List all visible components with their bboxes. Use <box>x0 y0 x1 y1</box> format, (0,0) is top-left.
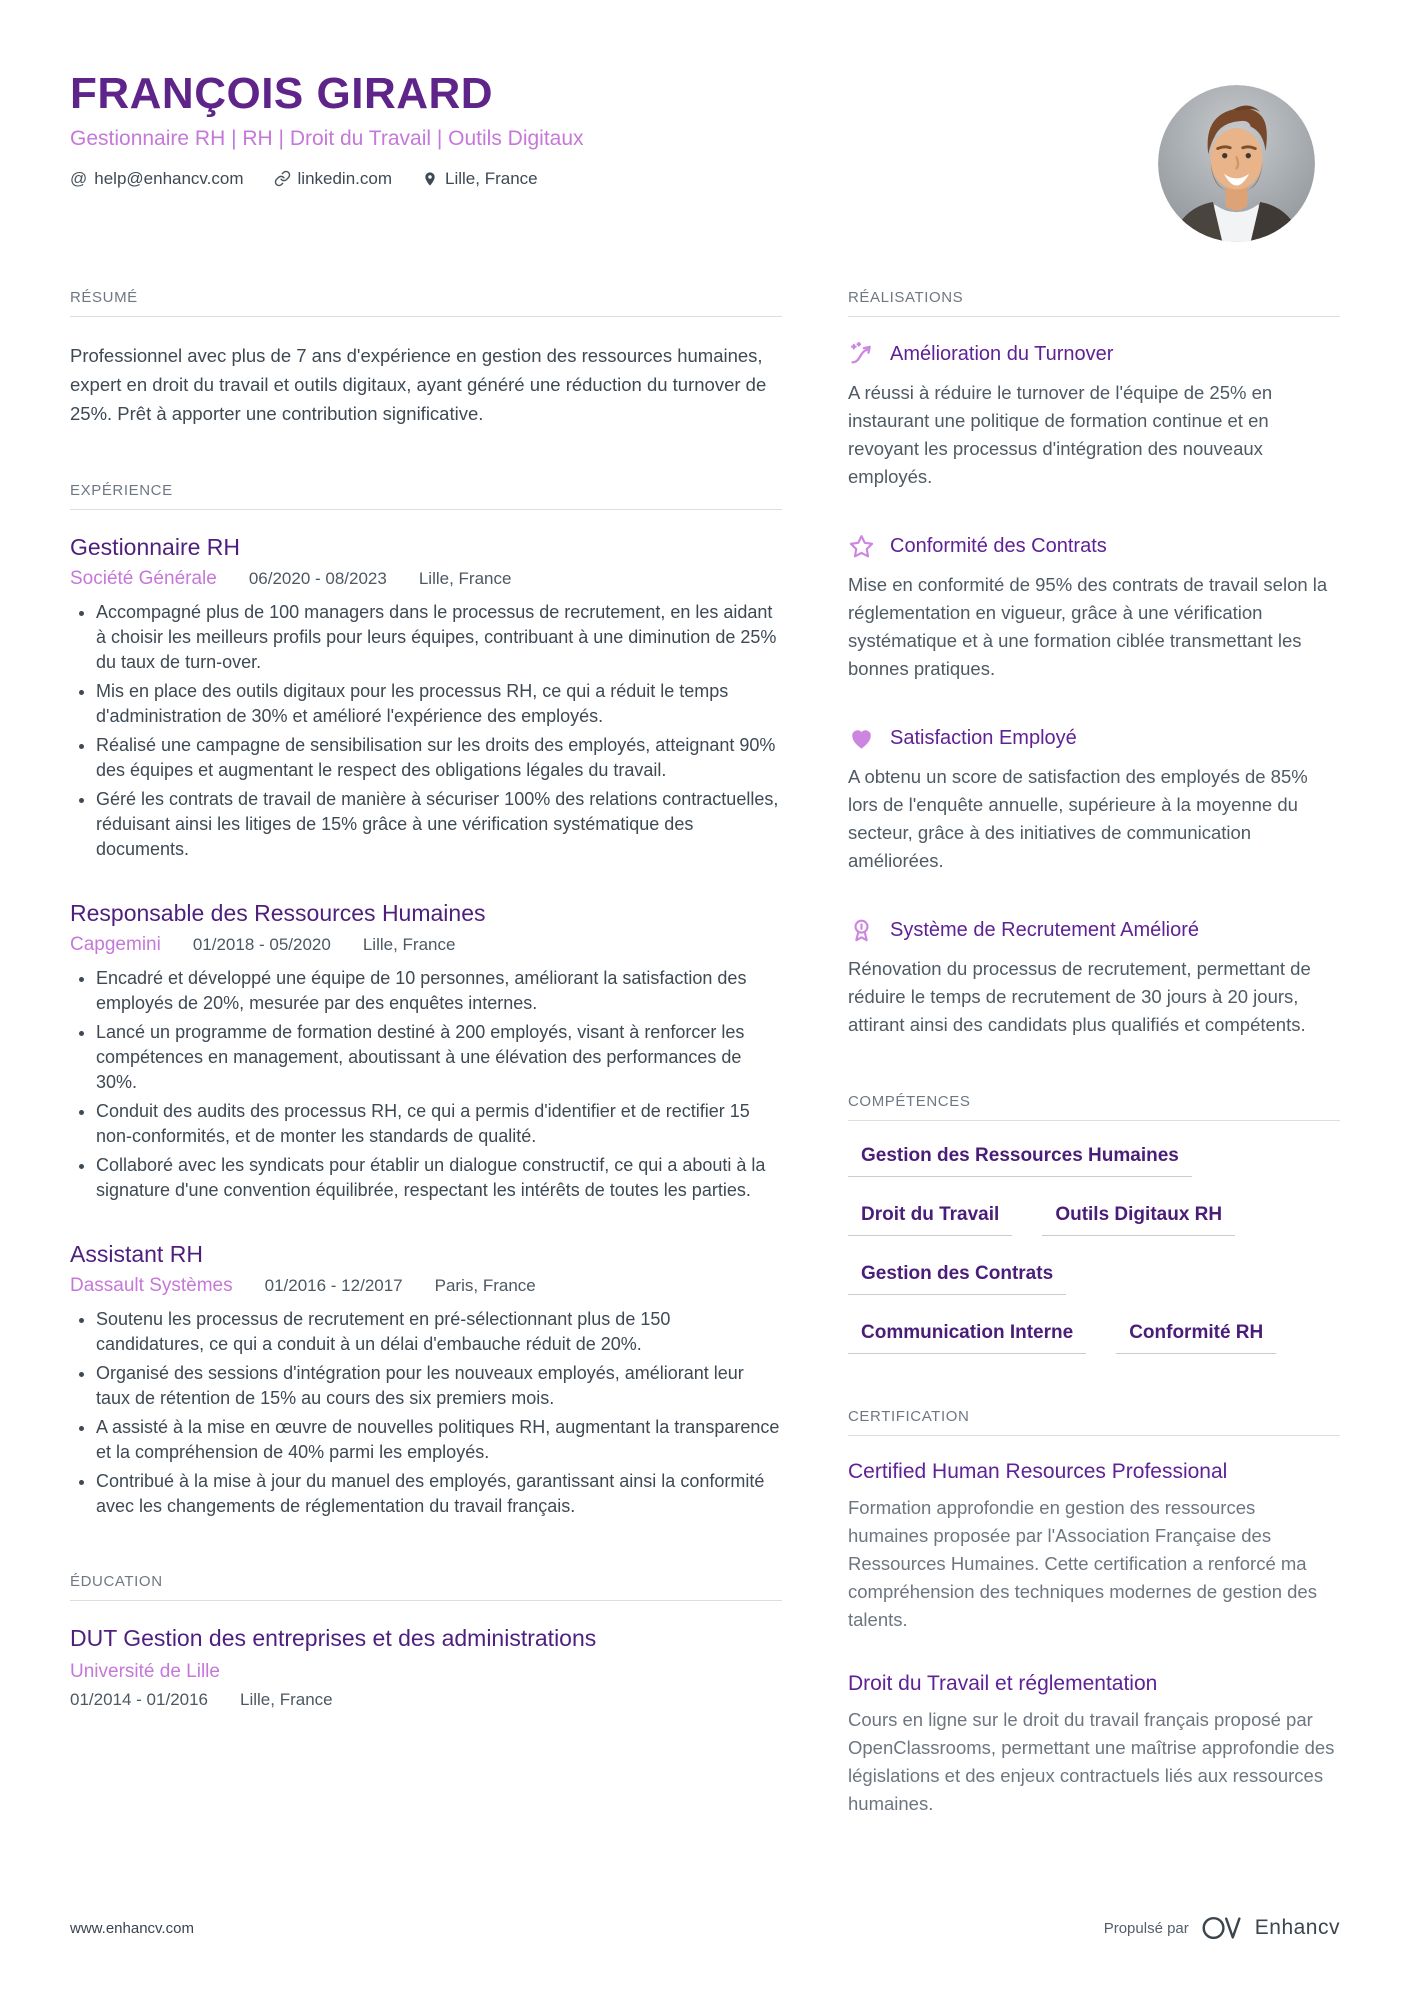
location-text: Lille, France <box>445 168 538 188</box>
achievement-item <box>848 341 1340 491</box>
left-column <box>70 289 782 1818</box>
skills-section <box>848 1093 1340 1354</box>
job-bullet: • Réalisé une campagne de sensibilisation sur les droits des employés, atteignant 90% des équipes et augmentant le respect des obligations légales du travail. <box>96 733 782 783</box>
job-title: Responsable des Ressources Humaines <box>70 899 486 926</box>
experience-heading: EXPÉRIENCE <box>70 482 782 510</box>
link-icon <box>274 170 291 187</box>
job-dates: 01/2016 - 12/2017 <box>264 1275 403 1295</box>
email-text: help@enhancv.com <box>94 168 244 188</box>
job-entry <box>70 1241 782 1519</box>
certification-title: Certified Human Resources Professional <box>848 1459 1228 1483</box>
certification-item <box>848 1460 1340 1634</box>
job-entry <box>70 900 782 1203</box>
contact-row <box>70 169 1340 189</box>
achievement-text: A obtenu un score de satisfaction des employés de 85% lors de l'enquête annuelle, supérieure à la moyenne du secteur, grâce à des initiatives de communication améliorées. <box>848 765 1308 871</box>
summary-heading: RÉSUMÉ <box>70 289 782 317</box>
skill-tag: Gestion des Contrats <box>848 1263 1066 1295</box>
powered-by-label: Propulsé par <box>1103 1919 1189 1937</box>
certification-text: Cours en ligne sur le droit du travail français proposé par OpenClassrooms, permettant une maîtrise approfondie des législations et des enjeux contractuels liés aux ressources humaines. <box>848 1708 1335 1814</box>
job-meta <box>70 934 782 956</box>
job-title: Assistant RH <box>70 1240 203 1267</box>
achievements-heading: RÉALISATIONS <box>848 289 1340 317</box>
content-columns <box>70 289 1340 1818</box>
achievement-text: Rénovation du processus de recrutement, permettant de réduire le temps de recrutement de 30 jours à 20 jours, attirant ainsi des candidats plus qualifiés et compétents. <box>848 957 1311 1035</box>
education-dates: 01/2014 - 01/2016 <box>70 1689 209 1709</box>
job-bullet: • Contribué à la mise à jour du manuel des employés, garantissant ainsi la conformité avec les changements de réglementation du travail français. <box>96 1469 782 1519</box>
certification-item <box>848 1672 1340 1818</box>
website-link[interactable]: www.enhancv.com <box>70 1919 194 1937</box>
education-heading: ÉDUCATION <box>70 1573 782 1601</box>
location-pin-icon <box>422 170 438 188</box>
achievement-title: Amélioration du Turnover <box>890 342 1114 365</box>
job-bullet: • Conduit des audits des processus RH, ce qui a permis d'identifier et de rectifier 15 non-conformités, et de monter les standards de qualité. <box>96 1099 782 1149</box>
star-icon <box>848 533 875 560</box>
job-dates: 06/2020 - 08/2023 <box>248 568 387 588</box>
job-location: Lille, France <box>362 934 456 954</box>
achievement-title: Conformité des Contrats <box>890 534 1107 557</box>
company-name: Capgemini <box>70 933 161 955</box>
job-meta <box>70 568 782 590</box>
enhancv-logo-icon[interactable] <box>1200 1913 1244 1943</box>
achievement-item <box>848 917 1340 1039</box>
skill-tag: Communication Interne <box>848 1322 1086 1354</box>
job-bullet: • Encadré et développé une équipe de 10 personnes, améliorant la satisfaction des employés de 20%, mesurée par des enquêtes internes. <box>96 966 782 1016</box>
avatar-photo <box>1158 85 1315 242</box>
job-headline: Gestionnaire RH | RH | Droit du Travail | Outils Digitaux <box>70 126 584 150</box>
job-bullet: • Organisé des sessions d'intégration pour les nouveaux employés, améliorant leur taux de rétention de 15% au cours des six premiers mois. <box>96 1361 782 1411</box>
achievements-section <box>848 289 1340 1039</box>
trending-up-icon <box>848 341 875 368</box>
brand-name[interactable]: Enhancv <box>1254 1916 1340 1939</box>
education-section <box>70 1573 782 1710</box>
location-item <box>422 169 538 189</box>
linkedin-link[interactable] <box>274 169 393 189</box>
page-title: FRANÇOIS GIRARD <box>70 69 494 118</box>
company-name: Société Générale <box>70 567 217 589</box>
certification-title: Droit du Travail et réglementation <box>848 1671 1158 1695</box>
certification-section <box>848 1408 1340 1818</box>
job-bullet: • Collaboré avec les syndicats pour établir un dialogue constructif, ce qui a abouti à la signature d'une convention équilibrée, respectant les intérêts de toutes les parties. <box>96 1153 782 1203</box>
school-name: Université de Lille <box>70 1660 220 1682</box>
job-entry <box>70 534 782 862</box>
job-bullets <box>70 966 782 1203</box>
skill-tag: Outils Digitaux RH <box>1042 1204 1235 1236</box>
job-dates: 01/2018 - 05/2020 <box>192 934 331 954</box>
achievement-text: Mise en conformité de 95% des contrats de travail selon la réglementation en vigueur, grâce à une vérification systématique et à une formation ciblée transmettant les bonnes pratiques. <box>848 573 1328 679</box>
footer <box>70 1913 1340 1943</box>
job-location: Paris, France <box>434 1275 536 1295</box>
job-bullet: • Lancé un programme de formation destiné à 200 employés, visant à renforcer les compétences en management, aboutissant à une élévation des performances de 30%. <box>96 1020 782 1095</box>
job-bullet: • Mis en place des outils digitaux pour les processus RH, ce qui a réduit le temps d'administration de 30% et amélioré l'expérience des employés. <box>96 679 782 729</box>
job-title: Gestionnaire RH <box>70 533 241 560</box>
job-bullet: • Soutenu les processus de recrutement en pré-sélectionnant plus de 150 candidatures, ce qui a conduit à un délai d'embauche réduit de 20%. <box>96 1307 782 1357</box>
education-location: Lille, France <box>240 1689 333 1709</box>
job-bullet: • A assisté à la mise en œuvre de nouvelles politiques RH, augmentant la transparence et la compréhension de 40% parmi les employés. <box>96 1415 782 1465</box>
header <box>0 0 1410 189</box>
job-location: Lille, France <box>418 568 512 588</box>
email-link[interactable] <box>70 169 244 189</box>
avatar <box>1158 85 1315 242</box>
skill-tag: Conformité RH <box>1116 1322 1276 1354</box>
medal-icon <box>848 917 875 944</box>
achievement-text: A réussi à réduire le turnover de l'équipe de 25% en instaurant une politique de formation continue et en revoyant les processus d'intégration des nouveaux employés. <box>848 381 1273 487</box>
job-bullet: • Géré les contrats de travail de manière à sécuriser 100% des relations contractuelles, réduisant ainsi les litiges de 15% grâce à une vérification systématique des documents. <box>96 787 782 862</box>
achievement-title: Satisfaction Employé <box>890 726 1077 749</box>
certification-heading: CERTIFICATION <box>848 1408 1340 1436</box>
job-bullet: • Accompagné plus de 100 managers dans le processus de recrutement, en les aidant à choisir les meilleurs profils pour leurs équipes, contribuant à une diminution de 25% du taux de turn-over. <box>96 600 782 675</box>
skill-tag: Droit du Travail <box>848 1204 1012 1236</box>
job-bullets <box>70 1307 782 1519</box>
degree-title: DUT Gestion des entreprises et des administrations <box>70 1624 597 1651</box>
job-bullets <box>70 600 782 862</box>
heart-icon <box>848 725 875 752</box>
job-meta <box>70 1275 782 1297</box>
powered-by <box>1104 1913 1340 1943</box>
right-column <box>848 289 1340 1818</box>
achievement-title: Système de Recrutement Amélioré <box>890 918 1200 941</box>
summary-text: Professionnel avec plus de 7 ans d'expérience en gestion des ressources humaines, expert en droit du travail et outils digitaux, ayant généré une réduction du turnover de 25%. Prêt à apporter une contribution significative. <box>70 344 767 424</box>
achievement-item <box>848 533 1340 683</box>
education-meta <box>70 1690 782 1710</box>
summary-section <box>70 289 782 428</box>
skill-tag: Gestion des Ressources Humaines <box>848 1145 1192 1177</box>
achievement-item <box>848 725 1340 875</box>
skills-heading: COMPÉTENCES <box>848 1093 1340 1121</box>
experience-section <box>70 482 782 1519</box>
at-icon: @ <box>70 168 88 188</box>
company-name: Dassault Systèmes <box>70 1274 233 1296</box>
certification-text: Formation approfondie en gestion des ressources humaines proposée par l'Association Française des Ressources Humaines. Cette certification a renforcé ma compréhension des techniques modernes de gestion des talents. <box>848 1496 1317 1630</box>
linkedin-text: linkedin.com <box>297 168 393 188</box>
